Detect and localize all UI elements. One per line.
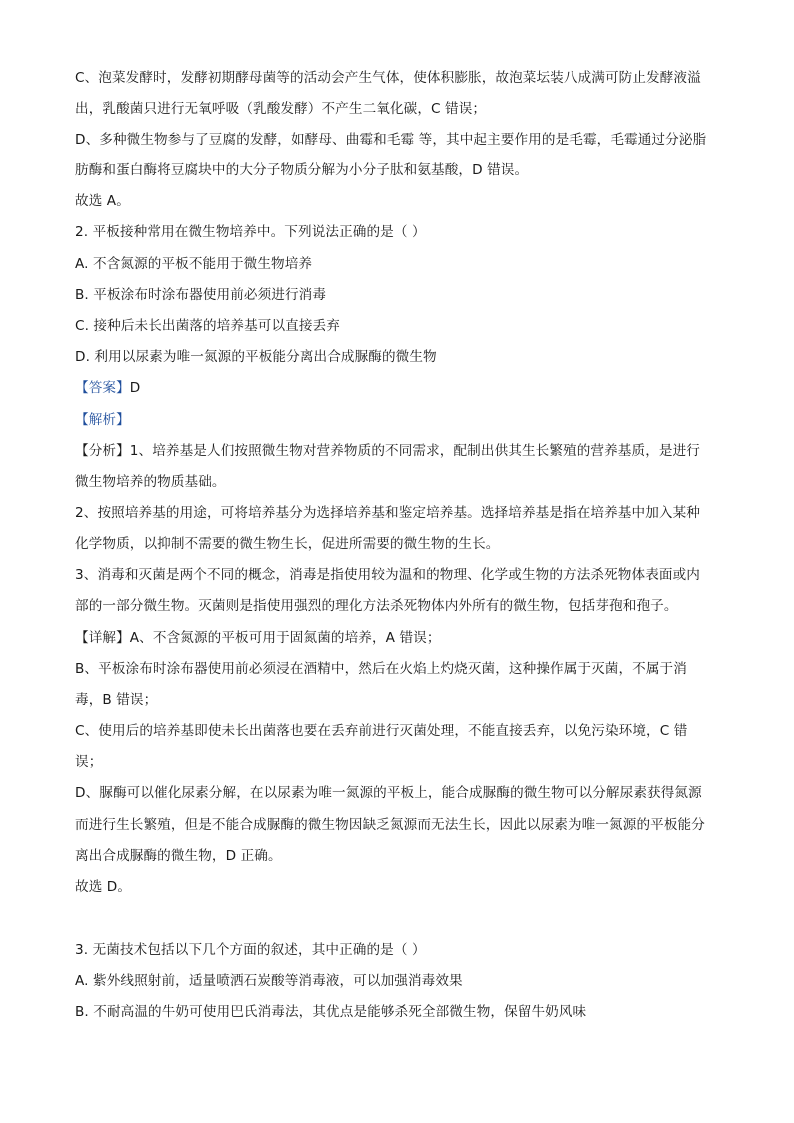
text-line: 2、按照培养基的用途，可将培养基分为选择培养基和鉴定培养基。选择培养基是指在培养基中加入某种 (75, 505, 700, 521)
text-line: B、平板涂布时涂布器使用前必须浸在酒精中，然后在火焰上灼烧灭菌，这种操作属于灭菌，不属于消 (75, 661, 687, 677)
text-line: 故选 A。 (75, 193, 130, 209)
text-line: D、脲酶可以催化尿素分解，在以尿素为唯一氮源的平板上，能合成脲酶的微生物可以分解尿素获得氮源 (75, 785, 702, 801)
answer-tag: 【答案】 (75, 380, 130, 396)
text-line: 误； (75, 754, 103, 770)
option-c: C. 接种后未长出菌落的培养基可以直接丢弃 (75, 318, 340, 334)
answer-value: D (129, 380, 141, 396)
text-line: 毒，B 错误； (75, 692, 158, 708)
text-line: 而进行生长繁殖，但是不能合成脲酶的微生物因缺乏氮源而无法生长，因此以尿素为唯一氮源的平板能分 (75, 817, 705, 833)
question-3-stem: 3. 无菌技术包括以下几个方面的叙述，其中正确的是（ ） (75, 942, 426, 958)
text-line: 微生物培养的物质基础。 (75, 474, 226, 490)
text-line: 化学物质，以抑制不需要的微生物生长，促进所需要的微生物的生长。 (75, 536, 500, 552)
fenxi-tag: 【分析】 (75, 443, 130, 459)
text-line: C、泡菜发酵时，发酵初期酵母菌等的活动会产生气体，使体积膨胀，故泡菜坛装八成满可防止发酵液溢 (75, 70, 701, 86)
text-line: 出，乳酸菌只进行无氧呼吸（乳酸发酵）不产生二氧化碳，C 错误； (75, 101, 487, 117)
text-line: 部的一部分微生物。灭菌则是指使用强烈的理化方法杀死物体内外所有的微生物，包括芽孢和孢子。 (75, 598, 678, 614)
text-line: 故选 D。 (75, 879, 132, 895)
option-a: A. 紫外线照射前，适量喷洒石炭酸等消毒液，可以加强消毒效果 (75, 973, 463, 989)
analysis-line (75, 441, 724, 461)
option-d: D. 利用以尿素为唯一氮源的平板能分离出合成脲酶的微生物 (75, 349, 437, 365)
detail-tag: 【详解】 (75, 630, 130, 646)
answer-line (75, 378, 724, 398)
text-line: C、使用后的培养基即使未长出菌落也要在丢弃前进行灭菌处理，不能直接丢弃，以免污染环境，C 错 (75, 723, 688, 739)
text-line: 离出合成脲酶的微生物，D 正确。 (75, 848, 282, 864)
text-line: 3、消毒和灭菌是两个不同的概念，消毒是指使用较为温和的物理、化学或生物的方法杀死物体表面或内 (75, 567, 700, 583)
text-line: D、多种微生物参与了豆腐的发酵，如酵母、曲霉和毛霉 等，其中起主要作用的是毛霉，毛霉通过分泌脂 (75, 132, 707, 148)
text-line: 肪酶和蛋白酶将豆腐块中的大分子物质分解为小分子肽和氨基酸，D 错误。 (75, 162, 529, 178)
option-b: B. 不耐高温的牛奶可使用巴氏消毒法，其优点是能够杀死全部微生物，保留牛奶风味 (75, 1004, 587, 1020)
option-a: A. 不含氮源的平板不能用于微生物培养 (75, 256, 313, 272)
question-2-stem: 2. 平板接种常用在微生物培养中。下列说法正确的是（ ） (75, 224, 426, 240)
detail-text: A、不含氮源的平板可用于固氮菌的培养，A 错误； (129, 630, 441, 646)
detail-line (75, 628, 724, 648)
analysis-text: 1、培养基是人们按照微生物对营养物质的不同需求，配制出供其生长繁殖的营养基质，是进行 (129, 443, 700, 459)
analysis-tag: 【解析】 (75, 412, 130, 428)
analysis-heading (75, 410, 724, 430)
option-b: B. 平板涂布时涂布器使用前必须进行消毒 (75, 287, 327, 303)
